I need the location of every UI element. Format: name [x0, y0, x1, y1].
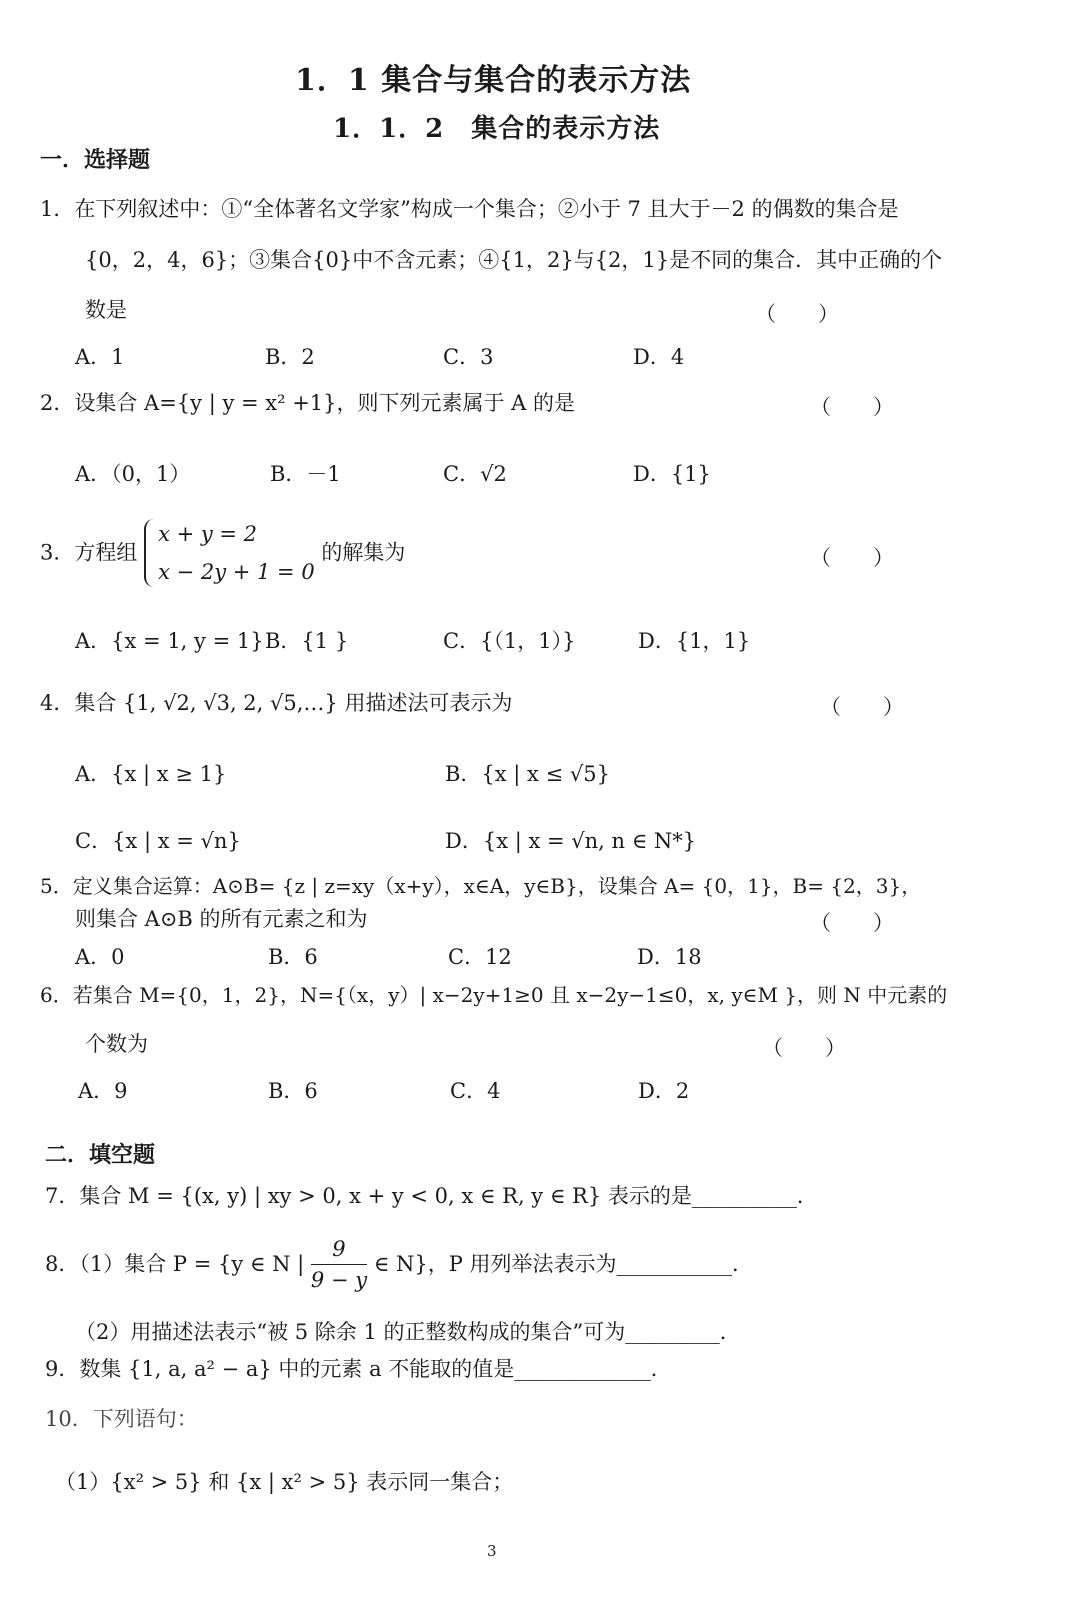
question-4-answer-blank: （ ）	[820, 695, 904, 719]
question-3-option-a: A．{x = 1, y = 1}	[75, 629, 264, 653]
question-1-answer-blank: （ ）	[755, 302, 839, 326]
question-6-line-2: 个数为	[85, 1032, 148, 1056]
question-1-option-d: D．4	[633, 345, 685, 369]
question-8-part-2: （2）用描述法表示“被 5 除余 1 的正整数构成的集合”可为_________．	[75, 1320, 741, 1344]
question-4-stem: 4．集合 {1, √2, √3, 2, √5,…} 用描述法可表示为	[40, 691, 513, 715]
question-3-option-d: D．{1，1}	[638, 629, 751, 653]
question-6-option-a: A．9	[78, 1079, 128, 1103]
question-5-line-2: 则集合 A⊙B 的所有元素之和为	[75, 907, 368, 931]
question-4-option-d: D．{x | x = √n, n ∈ N*}	[445, 829, 697, 853]
fraction	[311, 1234, 367, 1295]
question-2-option-c: C．√2	[443, 462, 507, 486]
question-4-option-a: A．{x | x ≥ 1}	[75, 762, 227, 786]
question-10-statement-1: （1）{x² > 5} 和 {x | x² > 5} 表示同一集合；	[55, 1470, 514, 1494]
question-2-option-a: A．（0，1）	[75, 462, 191, 486]
question-2-answer-blank: （ ）	[810, 395, 894, 419]
question-6-option-d: D．2	[638, 1079, 690, 1103]
question-1-option-b: B．2	[265, 345, 315, 369]
question-3-option-c: C．{（1，1）}	[443, 629, 576, 653]
page-title: 1．1 集合与集合的表示方法	[295, 63, 692, 98]
question-10: 10．下列语句：	[45, 1407, 198, 1431]
question-3-option-b: B．{1 }	[265, 629, 349, 653]
question-8-suffix: ∈ N}，P 用列举法表示为___________．	[373, 1251, 754, 1276]
left-brace-icon	[144, 519, 156, 587]
equation-2: x − 2y + 1 = 0	[158, 560, 315, 584]
section-heading-fill: 二．填空题	[45, 1142, 156, 1168]
question-1-line-3: 数是	[85, 298, 127, 322]
question-6-option-c: C．4	[450, 1079, 501, 1103]
section-heading-choice: 一．选择题	[40, 147, 151, 173]
question-8-part-1	[45, 1234, 753, 1295]
fraction-numerator: 9	[311, 1234, 367, 1265]
question-1-line-2: {0，2，4，6}；③集合{0}中不含元素；④{1，2}与{2，1}是不同的集合．其中正确的个	[85, 248, 943, 272]
question-5-option-b: B．6	[268, 945, 318, 969]
question-3-prefix: 3．方程组	[40, 540, 138, 565]
question-6-option-b: B．6	[268, 1079, 318, 1103]
question-7: 7．集合 M = {(x, y) | xy > 0, x + y < 0, x ∈ R, y ∈ R} 表示的是__________．	[45, 1184, 818, 1208]
question-1-option-c: C．3	[443, 345, 494, 369]
question-8-prefix: 8．（1）集合 P = {y ∈ N |	[45, 1251, 305, 1276]
question-6-line-1: 6．若集合 M={0，1，2}，N={（x，y）| x−2y+1≥0 且 x−2y−1≤0，x, y∈M }，则 N 中元素的	[40, 983, 948, 1007]
question-5-option-a: A．0	[75, 945, 125, 969]
question-3-answer-blank: （ ）	[810, 546, 894, 570]
question-1-option-a: A．1	[75, 345, 125, 369]
question-2-option-b: B．－1	[270, 462, 341, 486]
question-4-option-c: C．{x | x = √n}	[75, 829, 241, 853]
page-number: 3	[487, 1542, 497, 1560]
question-3-suffix: 的解集为	[321, 540, 406, 565]
fraction-denominator: 9 − y	[310, 1268, 368, 1292]
question-5-line-1: 5．定义集合运算：A⊙B= {z | z=xy（x+y），x∈A，y∈B}，设集合 A= {0，1}，B= {2，3}，	[40, 874, 922, 898]
page-subtitle: 1．1．2 集合的表示方法	[333, 114, 661, 144]
question-5-option-c: C．12	[448, 945, 512, 969]
question-3-stem	[40, 515, 405, 591]
equation-system	[144, 515, 315, 591]
question-6-answer-blank: （ ）	[762, 1036, 846, 1060]
question-2-stem: 2．设集合 A={y | y = x² +1}，则下列元素属于 A 的是	[40, 391, 576, 415]
question-5-option-d: D．18	[637, 945, 702, 969]
question-9: 9．数集 {1, a, a² − a} 中的元素 a 不能取的值是_____________．	[45, 1357, 672, 1381]
question-4-option-b: B．{x | x ≤ √5}	[445, 762, 610, 786]
equation-1: x + y = 2	[158, 522, 258, 546]
question-2-option-d: D．{1}	[633, 462, 711, 486]
question-5-answer-blank: （ ）	[810, 911, 894, 935]
question-1-line-1: 1．在下列叙述中：①“全体著名文学家”构成一个集合；②小于 7 且大于－2 的偶数的集合是	[40, 197, 899, 221]
